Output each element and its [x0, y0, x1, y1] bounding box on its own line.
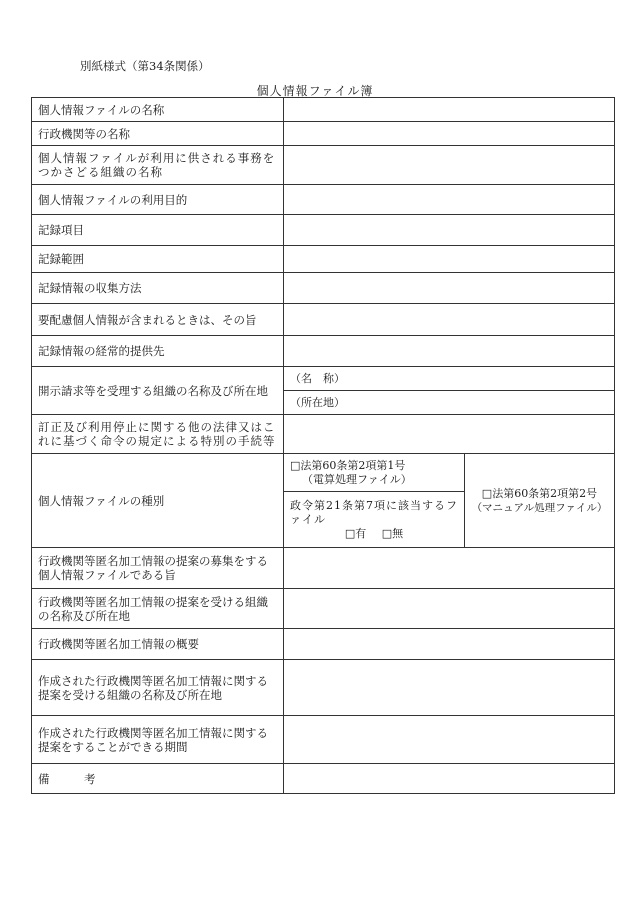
table-row [32, 629, 615, 660]
value-cell[interactable] [284, 122, 615, 146]
table-row [32, 660, 615, 716]
table-row [32, 98, 615, 122]
row-label: 個人情報ファイルの利用目的 [32, 185, 284, 215]
row-label: 個人情報ファイルが利用に供される事務をつかさどる組織の名称 [32, 146, 284, 185]
table-row [32, 122, 615, 146]
value-cell[interactable] [284, 764, 615, 794]
table-row [32, 215, 615, 246]
table-row [32, 589, 615, 629]
table-row [32, 336, 615, 367]
value-cell[interactable] [284, 185, 615, 215]
value-cell[interactable] [284, 589, 615, 629]
cabinet-order-cell[interactable] [284, 492, 465, 548]
option-2-checkbox-label[interactable]: □法第60条第2項第2号 [481, 486, 598, 500]
row-label: 記録項目 [32, 215, 284, 246]
file-type-option-1-cell[interactable] [284, 454, 465, 492]
option-1-description: （電算処理ファイル） [302, 472, 412, 486]
yes-checkbox[interactable]: □有 [344, 526, 367, 540]
row-label: 作成された行政機関等匿名加工情報に関する提案をすることができる期間 [32, 716, 284, 764]
value-cell[interactable] [284, 273, 615, 304]
table-row [32, 146, 615, 185]
row-label: 行政機関等匿名加工情報の提案を受ける組織の名称及び所在地 [32, 589, 284, 629]
file-type-option-2-cell[interactable] [465, 454, 615, 548]
value-cell[interactable] [284, 246, 615, 273]
value-cell[interactable] [284, 548, 615, 589]
table-row [32, 716, 615, 764]
row-label: 要配慮個人情報が含まれるときは、その旨 [32, 304, 284, 336]
value-cell[interactable] [284, 716, 615, 764]
table-row [32, 764, 615, 794]
row-label: 記録情報の経常的提供先 [32, 336, 284, 367]
row-label: 行政機関等の名称 [32, 122, 284, 146]
option-1-checkbox-label[interactable]: □法第60条第2項第1号 [290, 458, 406, 472]
value-cell[interactable] [284, 304, 615, 336]
personal-info-file-register-table [31, 97, 615, 794]
disclosure-name-cell[interactable]: （名 称） [284, 367, 615, 391]
value-cell[interactable] [284, 146, 615, 185]
row-label: 訂正及び利用停止に関する他の法律又はこれに基づく命令の規定による特別の手続等 [32, 415, 284, 454]
value-cell[interactable] [284, 629, 615, 660]
yes-no-checks [290, 527, 458, 541]
row-label: 作成された行政機関等匿名加工情報に関する提案を受ける組織の名称及び所在地 [32, 660, 284, 716]
value-cell[interactable] [284, 336, 615, 367]
row-label: 行政機関等匿名加工情報の概要 [32, 629, 284, 660]
table-row [32, 246, 615, 273]
value-cell[interactable] [284, 215, 615, 246]
table-row [32, 273, 615, 304]
row-label: 個人情報ファイルの名称 [32, 98, 284, 122]
row-label: 開示請求等を受理する組織の名称及び所在地 [32, 367, 284, 415]
value-cell[interactable] [284, 98, 615, 122]
document-title: 個人情報ファイル簿 [256, 84, 374, 98]
table-row [32, 415, 615, 454]
row-label: 備 考 [32, 764, 284, 794]
row-label: 行政機関等匿名加工情報の提案の募集をする個人情報ファイルである旨 [32, 548, 284, 589]
table-row [32, 185, 615, 215]
value-cell[interactable] [284, 415, 615, 454]
value-cell[interactable] [284, 660, 615, 716]
form-reference: 別紙様式（第34条関係） [80, 59, 210, 73]
table-row [32, 454, 615, 492]
table-row [32, 304, 615, 336]
table-row [32, 548, 615, 589]
no-checkbox[interactable]: □無 [381, 526, 404, 540]
option-2-description: （マニュアル処理ファイル） [471, 501, 608, 514]
row-label: 個人情報ファイルの種別 [32, 454, 284, 548]
row-label: 記録範囲 [32, 246, 284, 273]
cabinet-order-text: 政令第21条第7項に該当するファイル [290, 498, 458, 526]
table-row [32, 367, 615, 391]
disclosure-address-cell[interactable]: （所在地） [284, 391, 615, 415]
row-label: 記録情報の収集方法 [32, 273, 284, 304]
